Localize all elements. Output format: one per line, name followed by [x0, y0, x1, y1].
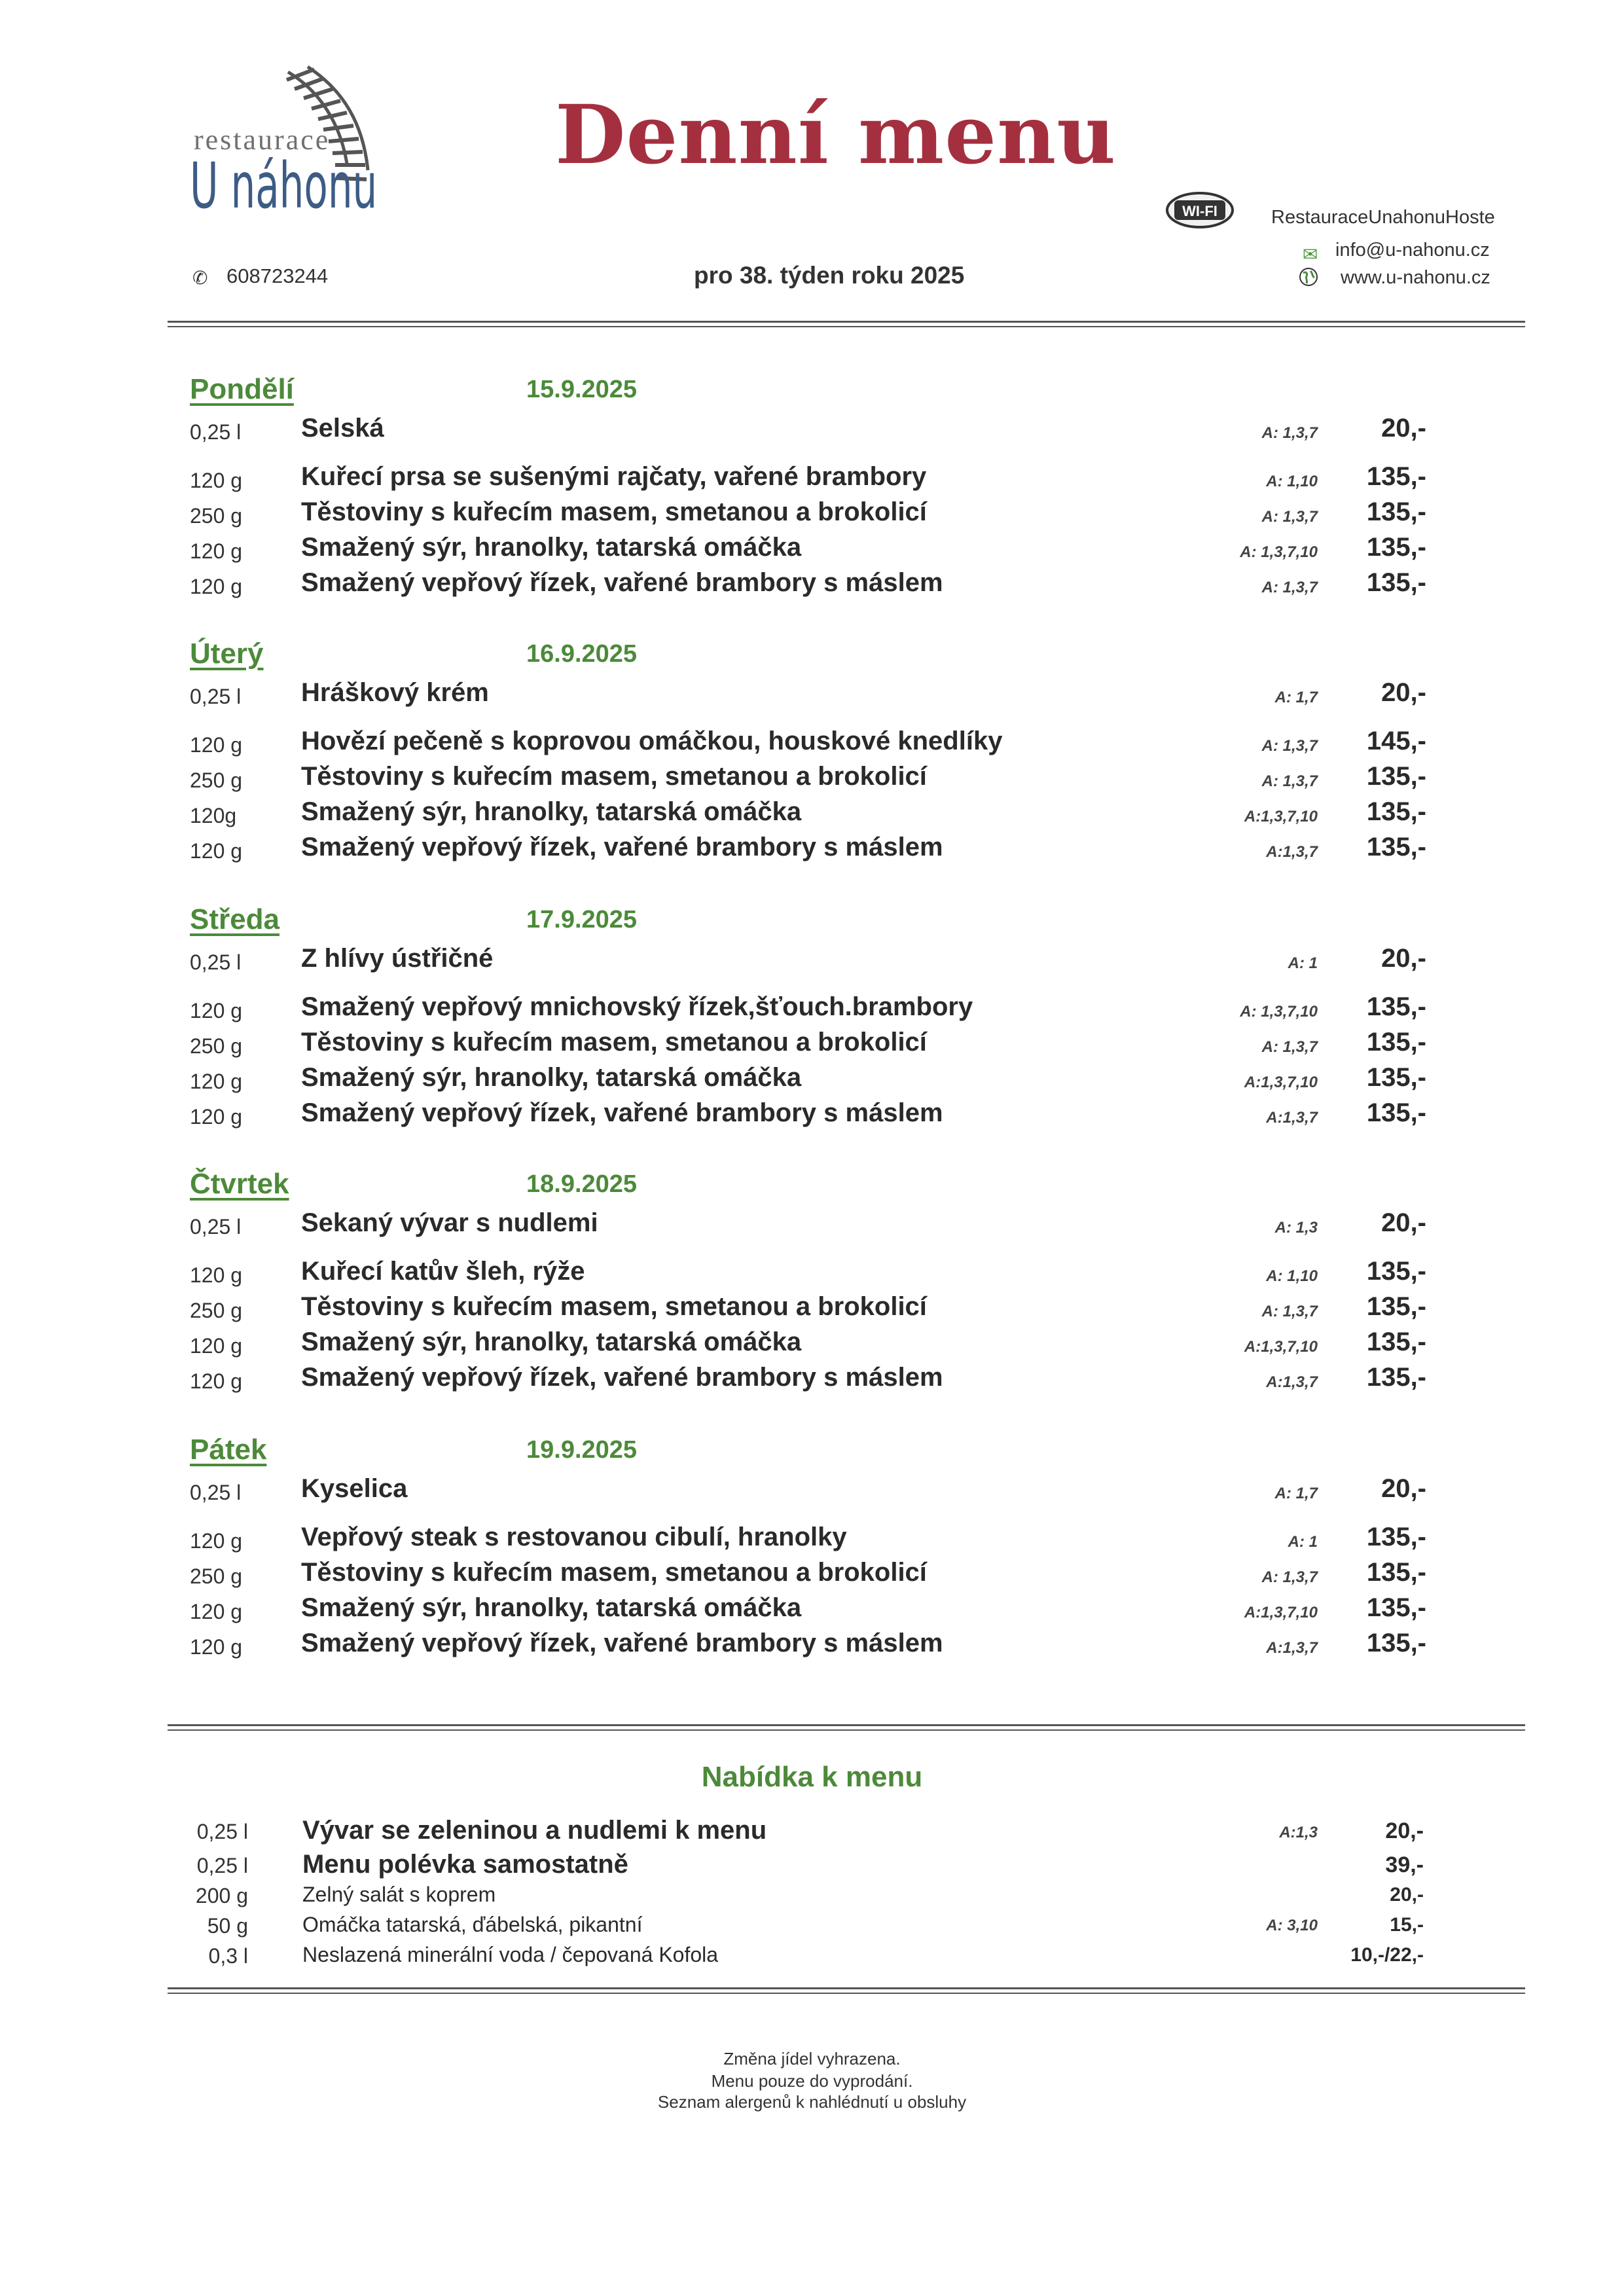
item-price: 135,- [1366, 497, 1426, 526]
menu-divider [168, 1724, 1525, 1731]
item-name: Těstoviny s kuřecím masem, smetanou a brokolicí [301, 1292, 927, 1321]
item-price: 135,- [1366, 1098, 1426, 1127]
extra-price: 10,-/22,- [1350, 1944, 1424, 1966]
day-date: 18.9.2025 [526, 1170, 638, 1198]
item-allergens: A: 1,7 [1274, 689, 1318, 706]
extra-quantity: 0,25 l [196, 1854, 248, 1877]
item-name: Z hlívy ústřičné [301, 944, 494, 973]
item-name: Smažený sýr, hranolky, tatarská omáčka [301, 533, 802, 562]
item-allergens: A: 1,3,7 [1261, 1303, 1318, 1320]
phone-number[interactable]: 608723244 [226, 264, 329, 287]
item-price: 135,- [1366, 1523, 1426, 1551]
extra-name: Zelný salát s koprem [302, 1883, 496, 1906]
item-allergens: A: 1,3,7 [1261, 737, 1318, 755]
item-name: Hráškový krém [301, 678, 489, 707]
item-quantity: 0,25 l [190, 950, 242, 974]
item-quantity: 120 g [190, 1529, 243, 1553]
footer-note-allergens: Seznam alergenů k nahlédnutí u obsluhy [657, 2092, 967, 2112]
item-allergens: A: 1,3,7,10 [1240, 1003, 1318, 1021]
item-price: 20,- [1381, 944, 1426, 973]
item-price: 135,- [1366, 1292, 1426, 1321]
wifi-label: WI-FI [1182, 203, 1218, 219]
meal-row [0, 797, 1624, 834]
item-allergens: A: 1,3 [1274, 1219, 1318, 1237]
logo-big-text: U náhonu [190, 149, 378, 223]
item-allergens: A: 1,10 [1266, 1267, 1318, 1285]
item-name: Selská [301, 414, 384, 443]
item-name: Smažený sýr, hranolky, tatarská omáčka [301, 1328, 802, 1356]
item-price: 135,- [1366, 462, 1426, 491]
item-allergens: A: 1 [1288, 1533, 1318, 1551]
week-label: pro 38. týden roku 2025 [694, 262, 965, 289]
extra-price: 39,- [1385, 1852, 1424, 1877]
item-price: 20,- [1381, 1474, 1426, 1503]
item-quantity: 120 g [190, 733, 243, 757]
extra-name: Vývar se zeleninou a nudlemi k menu [302, 1816, 767, 1845]
item-allergens: A: 1,3,7 [1261, 1038, 1318, 1056]
item-name: Smažený sýr, hranolky, tatarská omáčka [301, 1593, 802, 1622]
meal-row [0, 1292, 1624, 1329]
day-date: 15.9.2025 [526, 376, 638, 403]
item-quantity: 0,25 l [190, 1215, 242, 1238]
wifi-icon [1165, 191, 1235, 229]
item-name: Těstoviny s kuřecím masem, smetanou a brokolicí [301, 762, 927, 791]
item-allergens: A: 1,3,7 [1261, 772, 1318, 790]
extra-name: Neslazená minerální voda / čepovaná Kofola [302, 1943, 719, 1966]
meal-row [0, 1063, 1624, 1100]
item-quantity: 120 g [190, 1635, 243, 1659]
item-price: 135,- [1366, 1328, 1426, 1356]
item-price: 135,- [1366, 833, 1426, 861]
item-quantity: 120 g [190, 1600, 243, 1623]
item-allergens: A:1,3,7 [1266, 843, 1318, 861]
meal-row [0, 762, 1624, 799]
item-quantity: 0,25 l [190, 685, 242, 708]
item-allergens: A: 1,3,7,10 [1240, 543, 1318, 561]
item-allergens: A: 1,3,7 [1261, 508, 1318, 526]
item-name: Hovězí pečeně s koprovou omáčkou, houskové knedlíky [301, 727, 1003, 755]
soup-row [0, 944, 1624, 981]
item-quantity: 120 g [190, 839, 243, 863]
item-name: Těstoviny s kuřecím masem, smetanou a brokolicí [301, 1558, 927, 1587]
item-allergens: A:1,3,7 [1266, 1109, 1318, 1127]
item-quantity: 250 g [190, 1034, 243, 1058]
item-name: Vepřový steak s restovanou cibulí, hranolky [301, 1523, 847, 1551]
meal-row [0, 462, 1624, 499]
item-allergens: A: 1,7 [1274, 1485, 1318, 1502]
item-quantity: 0,25 l [190, 420, 242, 444]
item-price: 135,- [1366, 1063, 1426, 1092]
item-name: Smažený vepřový mnichovský řízek,šťouch.brambory [301, 992, 973, 1021]
item-price: 135,- [1366, 1593, 1426, 1622]
day-date: 17.9.2025 [526, 906, 638, 933]
meal-row [0, 1629, 1624, 1665]
day-heading: Pátek [190, 1434, 267, 1466]
soup-row [0, 414, 1624, 450]
day-heading: Pondělí [190, 373, 294, 405]
item-price: 135,- [1366, 568, 1426, 597]
item-name: Těstoviny s kuřecím masem, smetanou a brokolicí [301, 1028, 927, 1057]
item-quantity: 250 g [190, 1564, 243, 1588]
item-quantity: 120 g [190, 575, 243, 598]
page-title: Denní menu [555, 88, 1117, 183]
item-price: 135,- [1366, 1363, 1426, 1392]
item-name: Smažený sýr, hranolky, tatarská omáčka [301, 1063, 802, 1092]
soup-row [0, 678, 1624, 715]
extra-price: 15,- [1390, 1914, 1424, 1936]
header-divider [168, 321, 1525, 327]
meal-row [0, 1363, 1624, 1400]
extra-name: Menu polévka samostatně [302, 1850, 628, 1879]
item-price: 135,- [1366, 797, 1426, 826]
meal-row [0, 727, 1624, 763]
extra-price: 20,- [1390, 1884, 1424, 1906]
item-allergens: A:1,3,7,10 [1244, 1604, 1318, 1621]
item-name: Smažený vepřový řízek, vařené brambory s máslem [301, 568, 943, 597]
item-name: Smažený vepřový řízek, vařené brambory s máslem [301, 833, 943, 861]
item-price: 135,- [1366, 762, 1426, 791]
restaurant-logo [190, 65, 380, 223]
extra-name: Omáčka tatarská, ďábelská, pikantní [302, 1913, 643, 1936]
item-price: 135,- [1366, 1028, 1426, 1057]
item-name: Smažený vepřový řízek, vařené brambory s máslem [301, 1629, 943, 1657]
extra-allergens: A: 3,10 [1266, 1917, 1318, 1934]
wifi-ssid: RestauraceUnahonuHoste [1271, 207, 1495, 228]
soup-row [0, 1474, 1624, 1511]
item-quantity: 250 g [190, 1299, 243, 1322]
extra-price: 20,- [1385, 1818, 1424, 1843]
item-quantity: 120 g [190, 1369, 243, 1393]
item-name: Kuřecí katův šleh, rýže [301, 1257, 585, 1286]
item-quantity: 250 g [190, 768, 243, 792]
item-price: 20,- [1381, 678, 1426, 707]
item-quantity: 0,25 l [190, 1481, 242, 1504]
item-price: 20,- [1381, 414, 1426, 443]
item-price: 135,- [1366, 1558, 1426, 1587]
item-name: Smažený vepřový řízek, vařené brambory s máslem [301, 1098, 943, 1127]
item-allergens: A:1,3,7,10 [1244, 1338, 1318, 1356]
footer-note-sold-out: Menu pouze do vyprodání. [711, 2071, 913, 2091]
day-heading: Středa [190, 903, 280, 935]
item-name: Smažený vepřový řízek, vařené brambory s máslem [301, 1363, 943, 1392]
item-price: 135,- [1366, 1629, 1426, 1657]
extra-quantity: 0,25 l [196, 1820, 248, 1843]
day-date: 19.9.2025 [526, 1436, 638, 1464]
item-allergens: A: 1,3,7 [1261, 424, 1318, 442]
item-allergens: A:1,3,7,10 [1244, 1074, 1318, 1091]
item-quantity: 120 g [190, 539, 243, 563]
extras-divider [168, 1987, 1525, 1994]
meal-row [0, 992, 1624, 1029]
item-price: 135,- [1366, 533, 1426, 562]
meal-row [0, 1593, 1624, 1630]
globe-icon [1299, 267, 1318, 287]
meal-row [0, 1098, 1624, 1135]
item-price: 135,- [1366, 1257, 1426, 1286]
extras-heading: Nabídka k menu [701, 1761, 923, 1793]
meal-row [0, 1328, 1624, 1364]
meal-row [0, 833, 1624, 869]
item-allergens: A:1,3,7 [1266, 1639, 1318, 1657]
meal-row [0, 497, 1624, 534]
footer-note-change: Změna jídel vyhrazena. [723, 2049, 901, 2069]
item-allergens: A: 1 [1288, 954, 1318, 972]
item-quantity: 120 g [190, 999, 243, 1022]
soup-row [0, 1208, 1624, 1245]
item-allergens: A:1,3,7 [1266, 1373, 1318, 1391]
item-price: 145,- [1366, 727, 1426, 755]
extra-allergens: A:1,3 [1279, 1824, 1318, 1841]
item-name: Těstoviny s kuřecím masem, smetanou a brokolicí [301, 497, 927, 526]
meal-row [0, 1523, 1624, 1559]
item-name: Kyselica [301, 1474, 408, 1503]
meal-row [0, 1028, 1624, 1064]
item-quantity: 120g [190, 804, 237, 827]
phone-icon: ✆ [192, 268, 208, 288]
meal-row [0, 1257, 1624, 1293]
item-name: Kuřecí prsa se sušenými rajčaty, vařené brambory [301, 462, 927, 491]
extra-quantity: 50 g [207, 1914, 248, 1938]
logo-small-text: restaurace [194, 124, 331, 156]
meal-row [0, 568, 1624, 605]
meal-row [0, 1558, 1624, 1595]
item-name: Sekaný vývar s nudlemi [301, 1208, 598, 1237]
email-icon: ✉ [1303, 244, 1318, 264]
meal-row [0, 533, 1624, 569]
email-address[interactable]: info@u-nahonu.cz [1335, 240, 1490, 261]
item-quantity: 120 g [190, 1334, 243, 1358]
day-heading: Čtvrtek [190, 1168, 289, 1200]
item-quantity: 120 g [190, 1105, 243, 1129]
day-date: 16.9.2025 [526, 640, 638, 668]
item-price: 135,- [1366, 992, 1426, 1021]
extra-quantity: 200 g [195, 1884, 248, 1907]
item-allergens: A: 1,10 [1266, 473, 1318, 490]
item-allergens: A: 1,3,7 [1261, 1568, 1318, 1586]
item-name: Smažený sýr, hranolky, tatarská omáčka [301, 797, 802, 826]
day-heading: Úterý [190, 638, 264, 670]
website-link[interactable]: www.u-nahonu.cz [1341, 267, 1490, 288]
item-quantity: 120 g [190, 1263, 243, 1287]
item-allergens: A:1,3,7,10 [1244, 808, 1318, 825]
item-quantity: 250 g [190, 504, 243, 528]
item-quantity: 120 g [190, 1070, 243, 1093]
item-price: 20,- [1381, 1208, 1426, 1237]
extra-quantity: 0,3 l [208, 1944, 248, 1968]
item-quantity: 120 g [190, 469, 243, 492]
item-allergens: A: 1,3,7 [1261, 579, 1318, 596]
